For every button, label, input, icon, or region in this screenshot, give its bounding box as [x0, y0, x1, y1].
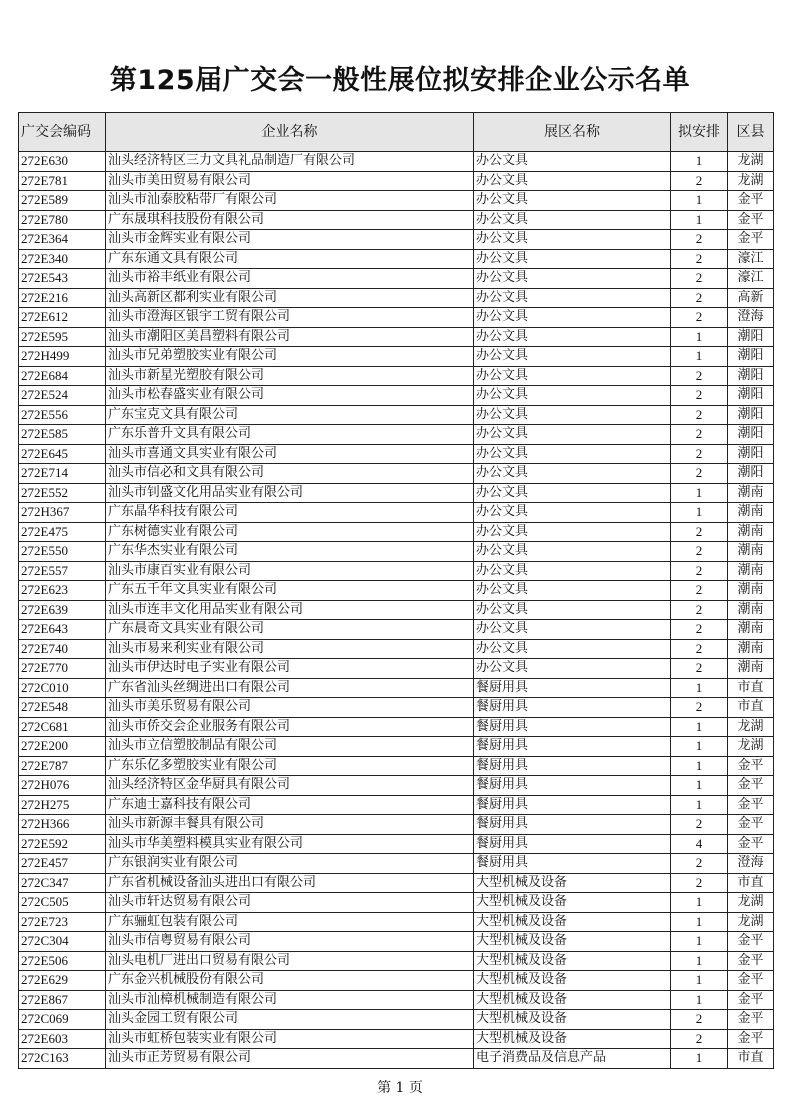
cell-district: 澄海 — [728, 308, 774, 328]
table-row — [19, 464, 774, 484]
cell-zone: 办公文具 — [474, 347, 671, 367]
cell-district: 濠江 — [728, 249, 774, 269]
cell-district: 潮南 — [728, 503, 774, 523]
cell-company: 广东晟琪科技股份有限公司 — [106, 210, 474, 230]
cell-district: 龙湖 — [728, 737, 774, 757]
cell-company: 广东骊虹包装有限公司 — [106, 912, 474, 932]
cell-booths: 2 — [671, 854, 728, 874]
cell-company: 广东乐普升文具有限公司 — [106, 425, 474, 445]
cell-district: 金平 — [728, 1029, 774, 1049]
cell-code: 272C069 — [19, 1010, 106, 1030]
cell-district: 金平 — [728, 971, 774, 991]
cell-zone: 大型机械及设备 — [474, 1029, 671, 1049]
table-row — [19, 639, 774, 659]
cell-district: 濠江 — [728, 269, 774, 289]
cell-booths: 4 — [671, 834, 728, 854]
cell-district: 潮阳 — [728, 386, 774, 406]
cell-code: 272H366 — [19, 815, 106, 835]
cell-zone: 大型机械及设备 — [474, 873, 671, 893]
cell-code: 272E629 — [19, 971, 106, 991]
cell-company: 汕头高新区都利实业有限公司 — [106, 288, 474, 308]
cell-district: 潮阳 — [728, 464, 774, 484]
cell-code: 272E603 — [19, 1029, 106, 1049]
cell-zone: 餐厨用具 — [474, 776, 671, 796]
table-row — [19, 425, 774, 445]
cell-zone: 办公文具 — [474, 366, 671, 386]
cell-booths: 1 — [671, 795, 728, 815]
table-row — [19, 210, 774, 230]
cell-code: 272E770 — [19, 659, 106, 679]
cell-district: 龙湖 — [728, 912, 774, 932]
cell-booths: 1 — [671, 483, 728, 503]
cell-district: 金平 — [728, 795, 774, 815]
table-row — [19, 659, 774, 679]
table-row — [19, 678, 774, 698]
cell-zone: 大型机械及设备 — [474, 912, 671, 932]
cell-code: 272E780 — [19, 210, 106, 230]
cell-zone: 餐厨用具 — [474, 834, 671, 854]
cell-booths: 1 — [671, 756, 728, 776]
cell-code: 272E475 — [19, 522, 106, 542]
table-row — [19, 873, 774, 893]
cell-code: 272C505 — [19, 893, 106, 913]
cell-company: 汕头市信必和文具有限公司 — [106, 464, 474, 484]
cell-zone: 办公文具 — [474, 542, 671, 562]
table-row — [19, 483, 774, 503]
cell-code: 272E340 — [19, 249, 106, 269]
cell-code: 272E550 — [19, 542, 106, 562]
cell-zone: 办公文具 — [474, 386, 671, 406]
cell-company: 广东五千年文具实业有限公司 — [106, 581, 474, 601]
cell-code: 272E645 — [19, 444, 106, 464]
table-row — [19, 191, 774, 211]
cell-company: 汕头市美乐贸易有限公司 — [106, 698, 474, 718]
table-row — [19, 912, 774, 932]
cell-zone: 办公文具 — [474, 639, 671, 659]
table-row — [19, 327, 774, 347]
cell-district: 金平 — [728, 834, 774, 854]
cell-company: 广东树德实业有限公司 — [106, 522, 474, 542]
cell-district: 金平 — [728, 932, 774, 952]
cell-booths: 2 — [671, 639, 728, 659]
header-district: 区县 — [728, 113, 774, 152]
cell-zone: 大型机械及设备 — [474, 971, 671, 991]
table-row — [19, 230, 774, 250]
cell-company: 广东晨奇文具实业有限公司 — [106, 620, 474, 640]
cell-zone: 大型机械及设备 — [474, 951, 671, 971]
cell-district: 潮阳 — [728, 444, 774, 464]
cell-company: 汕头市裕丰纸业有限公司 — [106, 269, 474, 289]
cell-district: 潮阳 — [728, 405, 774, 425]
cell-company: 广东银润实业有限公司 — [106, 854, 474, 874]
cell-booths: 1 — [671, 737, 728, 757]
cell-code: 272E595 — [19, 327, 106, 347]
cell-booths: 1 — [671, 990, 728, 1010]
cell-zone: 大型机械及设备 — [474, 1010, 671, 1030]
table-row — [19, 503, 774, 523]
cell-code: 272E506 — [19, 951, 106, 971]
cell-company: 汕头市汕樟机械制造有限公司 — [106, 990, 474, 1010]
cell-code: 272H076 — [19, 776, 106, 796]
cell-booths: 2 — [671, 464, 728, 484]
cell-code: 272E457 — [19, 854, 106, 874]
cell-booths: 1 — [671, 210, 728, 230]
table-row — [19, 893, 774, 913]
header-zone: 展区名称 — [474, 113, 671, 152]
cell-company: 汕头市新源丰餐具有限公司 — [106, 815, 474, 835]
cell-booths: 2 — [671, 873, 728, 893]
cell-zone: 办公文具 — [474, 522, 671, 542]
cell-code: 272H275 — [19, 795, 106, 815]
cell-code: 272E556 — [19, 405, 106, 425]
cell-company: 汕头市美田贸易有限公司 — [106, 171, 474, 191]
cell-company: 汕头电机厂进出口贸易有限公司 — [106, 951, 474, 971]
cell-company: 广东省汕头丝绸进出口有限公司 — [106, 678, 474, 698]
cell-zone: 餐厨用具 — [474, 795, 671, 815]
cell-company: 汕头市潮阳区美昌塑料有限公司 — [106, 327, 474, 347]
cell-company: 汕头市松春盛实业有限公司 — [106, 386, 474, 406]
cell-booths: 2 — [671, 815, 728, 835]
table-row — [19, 171, 774, 191]
cell-company: 汕头市立信塑胶制品有限公司 — [106, 737, 474, 757]
cell-booths: 2 — [671, 269, 728, 289]
cell-district: 澄海 — [728, 854, 774, 874]
cell-booths: 1 — [671, 503, 728, 523]
cell-booths: 1 — [671, 932, 728, 952]
cell-district: 潮南 — [728, 639, 774, 659]
cell-booths: 2 — [671, 308, 728, 328]
document-title: 第125届广交会一般性展位拟安排企业公示名单 — [109, 65, 691, 96]
cell-zone: 办公文具 — [474, 425, 671, 445]
cell-zone: 大型机械及设备 — [474, 893, 671, 913]
cell-company: 汕头市康百实业有限公司 — [106, 561, 474, 581]
cell-code: 272E552 — [19, 483, 106, 503]
cell-booths: 2 — [671, 659, 728, 679]
cell-zone: 餐厨用具 — [474, 717, 671, 737]
cell-booths: 2 — [671, 1010, 728, 1030]
cell-company: 汕头市钊盛文化用品实业有限公司 — [106, 483, 474, 503]
table-row — [19, 834, 774, 854]
cell-code: 272C163 — [19, 1049, 106, 1069]
cell-zone: 办公文具 — [474, 464, 671, 484]
cell-code: 272C347 — [19, 873, 106, 893]
cell-code: 272E592 — [19, 834, 106, 854]
cell-company: 汕头市正芳贸易有限公司 — [106, 1049, 474, 1069]
cell-zone: 办公文具 — [474, 620, 671, 640]
cell-booths: 1 — [671, 912, 728, 932]
cell-booths: 1 — [671, 678, 728, 698]
cell-company: 广东金兴机械股份有限公司 — [106, 971, 474, 991]
cell-company: 广东东通文具有限公司 — [106, 249, 474, 269]
cell-booths: 2 — [671, 581, 728, 601]
cell-booths: 1 — [671, 717, 728, 737]
table-row — [19, 308, 774, 328]
cell-company: 汕头市侨交会企业服务有限公司 — [106, 717, 474, 737]
cell-zone: 餐厨用具 — [474, 815, 671, 835]
table-row — [19, 386, 774, 406]
cell-zone: 办公文具 — [474, 581, 671, 601]
cell-district: 市直 — [728, 678, 774, 698]
cell-company: 汕头经济特区金华厨具有限公司 — [106, 776, 474, 796]
cell-zone: 餐厨用具 — [474, 756, 671, 776]
cell-booths: 2 — [671, 425, 728, 445]
cell-booths: 1 — [671, 951, 728, 971]
cell-district: 龙湖 — [728, 152, 774, 172]
cell-district: 金平 — [728, 230, 774, 250]
cell-code: 272E585 — [19, 425, 106, 445]
cell-company: 汕头市兄弟塑胶实业有限公司 — [106, 347, 474, 367]
cell-district: 高新 — [728, 288, 774, 308]
cell-district: 潮南 — [728, 542, 774, 562]
cell-company: 汕头市汕泰胶粘带厂有限公司 — [106, 191, 474, 211]
table-row — [19, 951, 774, 971]
cell-code: 272E589 — [19, 191, 106, 211]
cell-zone: 办公文具 — [474, 444, 671, 464]
cell-zone: 餐厨用具 — [474, 854, 671, 874]
cell-company: 汕头市华美塑料模具实业有限公司 — [106, 834, 474, 854]
table-row — [19, 1010, 774, 1030]
cell-district: 龙湖 — [728, 717, 774, 737]
cell-zone: 办公文具 — [474, 561, 671, 581]
cell-district: 金平 — [728, 776, 774, 796]
table-row — [19, 581, 774, 601]
cell-company: 汕头市信粤贸易有限公司 — [106, 932, 474, 952]
cell-booths: 2 — [671, 288, 728, 308]
cell-zone: 办公文具 — [474, 191, 671, 211]
cell-booths: 2 — [671, 366, 728, 386]
cell-code: 272E723 — [19, 912, 106, 932]
cell-booths: 1 — [671, 971, 728, 991]
cell-code: 272E543 — [19, 269, 106, 289]
table-row — [19, 542, 774, 562]
cell-booths: 1 — [671, 327, 728, 347]
table-row — [19, 522, 774, 542]
cell-zone: 办公文具 — [474, 171, 671, 191]
table-row — [19, 737, 774, 757]
table-row — [19, 698, 774, 718]
cell-zone: 办公文具 — [474, 405, 671, 425]
cell-zone: 办公文具 — [474, 269, 671, 289]
cell-booths: 1 — [671, 152, 728, 172]
cell-company: 广东宝克文具有限公司 — [106, 405, 474, 425]
table-row — [19, 1049, 774, 1069]
cell-district: 潮南 — [728, 581, 774, 601]
cell-company: 广东省机械设备汕头进出口有限公司 — [106, 873, 474, 893]
cell-code: 272E612 — [19, 308, 106, 328]
cell-booths: 1 — [671, 776, 728, 796]
cell-booths: 2 — [671, 542, 728, 562]
table-row — [19, 152, 774, 172]
table-row — [19, 990, 774, 1010]
table-row — [19, 366, 774, 386]
cell-booths: 1 — [671, 347, 728, 367]
cell-company: 汕头金园工贸有限公司 — [106, 1010, 474, 1030]
cell-zone: 办公文具 — [474, 327, 671, 347]
cell-code: 272C010 — [19, 678, 106, 698]
cell-booths: 2 — [671, 444, 728, 464]
table-row — [19, 444, 774, 464]
table-row — [19, 288, 774, 308]
cell-company: 广东迪士嘉科技有限公司 — [106, 795, 474, 815]
cell-booths: 2 — [671, 600, 728, 620]
cell-code: 272E364 — [19, 230, 106, 250]
cell-company: 汕头市新星光塑胶有限公司 — [106, 366, 474, 386]
cell-code: 272E630 — [19, 152, 106, 172]
table-row — [19, 405, 774, 425]
cell-zone: 办公文具 — [474, 659, 671, 679]
cell-booths: 2 — [671, 561, 728, 581]
cell-company: 汕头市金辉实业有限公司 — [106, 230, 474, 250]
cell-booths: 2 — [671, 230, 728, 250]
table-row — [19, 561, 774, 581]
table-row — [19, 347, 774, 367]
cell-company: 汕头市连丰文化用品实业有限公司 — [106, 600, 474, 620]
cell-zone: 办公文具 — [474, 288, 671, 308]
header-booths: 拟安排 — [671, 113, 728, 152]
cell-booths: 2 — [671, 405, 728, 425]
table-row — [19, 932, 774, 952]
cell-district: 龙湖 — [728, 893, 774, 913]
cell-code: 272E740 — [19, 639, 106, 659]
cell-code: 272E524 — [19, 386, 106, 406]
cell-code: 272C681 — [19, 717, 106, 737]
cell-company: 汕头市轩达贸易有限公司 — [106, 893, 474, 913]
cell-district: 金平 — [728, 1010, 774, 1030]
header-company: 企业名称 — [106, 113, 474, 152]
cell-code: 272E623 — [19, 581, 106, 601]
cell-district: 潮南 — [728, 483, 774, 503]
cell-district: 潮阳 — [728, 347, 774, 367]
cell-zone: 办公文具 — [474, 600, 671, 620]
table-row — [19, 249, 774, 269]
table-row — [19, 756, 774, 776]
cell-zone: 办公文具 — [474, 152, 671, 172]
cell-district: 金平 — [728, 191, 774, 211]
cell-zone: 大型机械及设备 — [474, 932, 671, 952]
cell-zone: 餐厨用具 — [474, 698, 671, 718]
cell-booths: 2 — [671, 698, 728, 718]
cell-district: 潮阳 — [728, 366, 774, 386]
cell-company: 汕头经济特区三力文具礼品制造厂有限公司 — [106, 152, 474, 172]
cell-company: 汕头市伊达时电子实业有限公司 — [106, 659, 474, 679]
cell-zone: 办公文具 — [474, 483, 671, 503]
table-row — [19, 815, 774, 835]
cell-code: 272E867 — [19, 990, 106, 1010]
cell-code: 272H367 — [19, 503, 106, 523]
cell-company: 汕头市澄海区银宇工贸有限公司 — [106, 308, 474, 328]
cell-code: 272E643 — [19, 620, 106, 640]
cell-zone: 餐厨用具 — [474, 737, 671, 757]
cell-district: 金平 — [728, 990, 774, 1010]
cell-company: 广东华杰实业有限公司 — [106, 542, 474, 562]
cell-code: 272E781 — [19, 171, 106, 191]
cell-district: 市直 — [728, 1049, 774, 1069]
cell-district: 潮南 — [728, 600, 774, 620]
cell-district: 潮阳 — [728, 327, 774, 347]
cell-booths: 1 — [671, 1049, 728, 1069]
cell-zone: 办公文具 — [474, 249, 671, 269]
table-row — [19, 269, 774, 289]
cell-zone: 电子消费品及信息产品 — [474, 1049, 671, 1069]
cell-booths: 2 — [671, 620, 728, 640]
cell-district: 金平 — [728, 756, 774, 776]
table-row — [19, 717, 774, 737]
cell-company: 广东乐亿多塑胶实业有限公司 — [106, 756, 474, 776]
cell-code: 272C304 — [19, 932, 106, 952]
cell-zone: 餐厨用具 — [474, 678, 671, 698]
cell-district: 金平 — [728, 210, 774, 230]
cell-code: 272E714 — [19, 464, 106, 484]
cell-code: 272E787 — [19, 756, 106, 776]
cell-zone: 大型机械及设备 — [474, 990, 671, 1010]
cell-booths: 2 — [671, 386, 728, 406]
cell-company: 汕头市虹桥包装实业有限公司 — [106, 1029, 474, 1049]
cell-code: 272E200 — [19, 737, 106, 757]
cell-district: 潮南 — [728, 659, 774, 679]
cell-booths: 2 — [671, 1029, 728, 1049]
cell-booths: 2 — [671, 171, 728, 191]
cell-code: 272E684 — [19, 366, 106, 386]
cell-district: 潮南 — [728, 620, 774, 640]
table-row — [19, 795, 774, 815]
table-row — [19, 600, 774, 620]
table-row — [19, 1029, 774, 1049]
cell-district: 金平 — [728, 951, 774, 971]
cell-zone: 办公文具 — [474, 210, 671, 230]
cell-company: 汕头市易来利实业有限公司 — [106, 639, 474, 659]
cell-district: 金平 — [728, 815, 774, 835]
table-row — [19, 620, 774, 640]
cell-district: 龙湖 — [728, 171, 774, 191]
cell-booths: 1 — [671, 893, 728, 913]
cell-district: 市直 — [728, 873, 774, 893]
table-row — [19, 854, 774, 874]
page-number: 第 1 页 — [377, 1080, 423, 1096]
cell-zone: 办公文具 — [474, 308, 671, 328]
cell-booths: 2 — [671, 249, 728, 269]
cell-district: 潮阳 — [728, 425, 774, 445]
cell-zone: 办公文具 — [474, 230, 671, 250]
cell-booths: 1 — [671, 191, 728, 211]
table-row — [19, 971, 774, 991]
cell-code: 272E548 — [19, 698, 106, 718]
cell-code: 272E557 — [19, 561, 106, 581]
cell-zone: 办公文具 — [474, 503, 671, 523]
cell-code: 272E639 — [19, 600, 106, 620]
table-header-row — [19, 113, 774, 152]
cell-booths: 2 — [671, 522, 728, 542]
cell-district: 潮南 — [728, 522, 774, 542]
cell-code: 272H499 — [19, 347, 106, 367]
cell-company: 汕头市喜通文具实业有限公司 — [106, 444, 474, 464]
cell-company: 广东晶华科技有限公司 — [106, 503, 474, 523]
cell-district: 潮南 — [728, 561, 774, 581]
cell-district: 市直 — [728, 698, 774, 718]
company-list-table — [18, 112, 774, 1069]
cell-code: 272E216 — [19, 288, 106, 308]
header-code: 广交会编码 — [19, 113, 106, 152]
table-row — [19, 776, 774, 796]
